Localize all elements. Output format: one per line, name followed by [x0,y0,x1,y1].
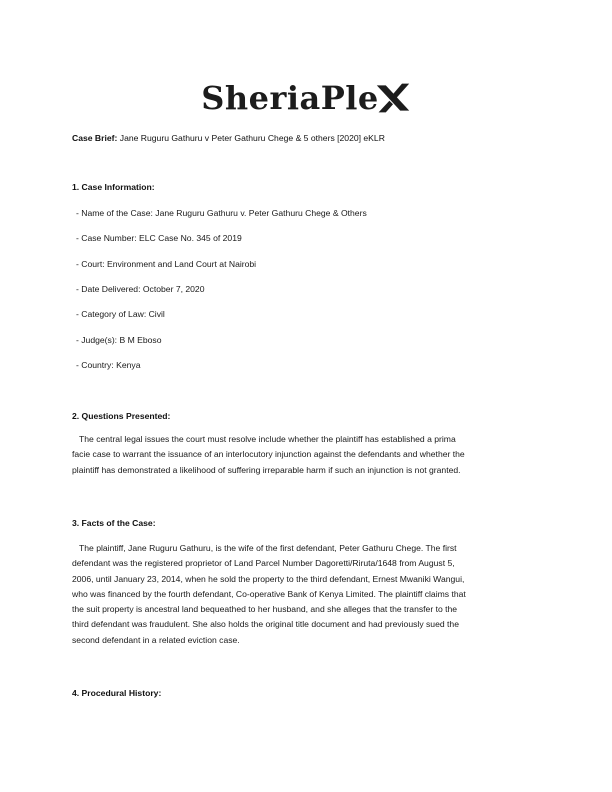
heading-facts-of-the-case: 3. Facts of the Case: [72,518,156,528]
paragraph-line: 2006, until January 23, 2014, when he sold the property to the third defendant, Ernest Mwaniki Wangui, [72,573,465,584]
heading-questions-presented: 2. Questions Presented: [72,411,171,421]
facts-paragraph [72,541,552,648]
heading-case-information: 1. Case Information: [72,182,155,192]
case-info-item: - Category of Law: Civil [76,309,165,319]
paragraph-line: third defendant was fraudulent. She also holds the original title document and had previously sued the [72,619,459,630]
case-brief-line [72,133,385,143]
paragraph-line: plaintiff has demonstrated a likelihood of suffering irreparable harm if such an injunction is not granted. [72,464,461,475]
sheriaplex-logo [0,78,612,118]
logo-wordmark: SheriaPle [201,79,379,117]
paragraph-line: The plaintiff, Jane Ruguru Gathuru, is the wife of the first defendant, Peter Gathuru Chege. The first [72,543,457,553]
paragraph-line: the suit property is ancestral land bequeathed to her husband, and she alleges that the transfer to the [72,604,458,615]
logo-x-mark-icon [375,80,411,116]
paragraph-line: who was financed by the fourth defendant, Co-operative Bank of Kenya Limited. The plaintiff claims that [72,588,466,599]
paragraph-line: The central legal issues the court must resolve include whether the plaintiff has established a prima [72,434,456,444]
case-info-item: - Court: Environment and Land Court at Nairobi [76,259,257,269]
case-info-item: - Judge(s): B M Eboso [76,335,162,345]
paragraph-line: facie case to warrant the issuance of an interlocutory injunction against the defendants and whether the [72,449,465,460]
paragraph-line: second defendant in a related eviction case. [72,634,240,645]
paragraph-line: defendant was the registered proprietor of Land Parcel Number Dagoretti/Riruta/1648 from August 5, [72,558,455,569]
case-info-item: - Name of the Case: Jane Ruguru Gathuru v. Peter Gathuru Chege & Others [76,208,367,218]
case-info-item: - Country: Kenya [76,360,141,370]
heading-procedural-history: 4. Procedural History: [72,688,162,698]
case-info-item: - Date Delivered: October 7, 2020 [76,284,205,294]
case-brief-label: Case Brief: [72,133,118,143]
case-brief-title: Jane Ruguru Gathuru v Peter Gathuru Chege & 5 others [2020] eKLR [119,133,385,143]
questions-paragraph [72,432,552,478]
case-info-item: - Case Number: ELC Case No. 345 of 2019 [76,233,242,243]
